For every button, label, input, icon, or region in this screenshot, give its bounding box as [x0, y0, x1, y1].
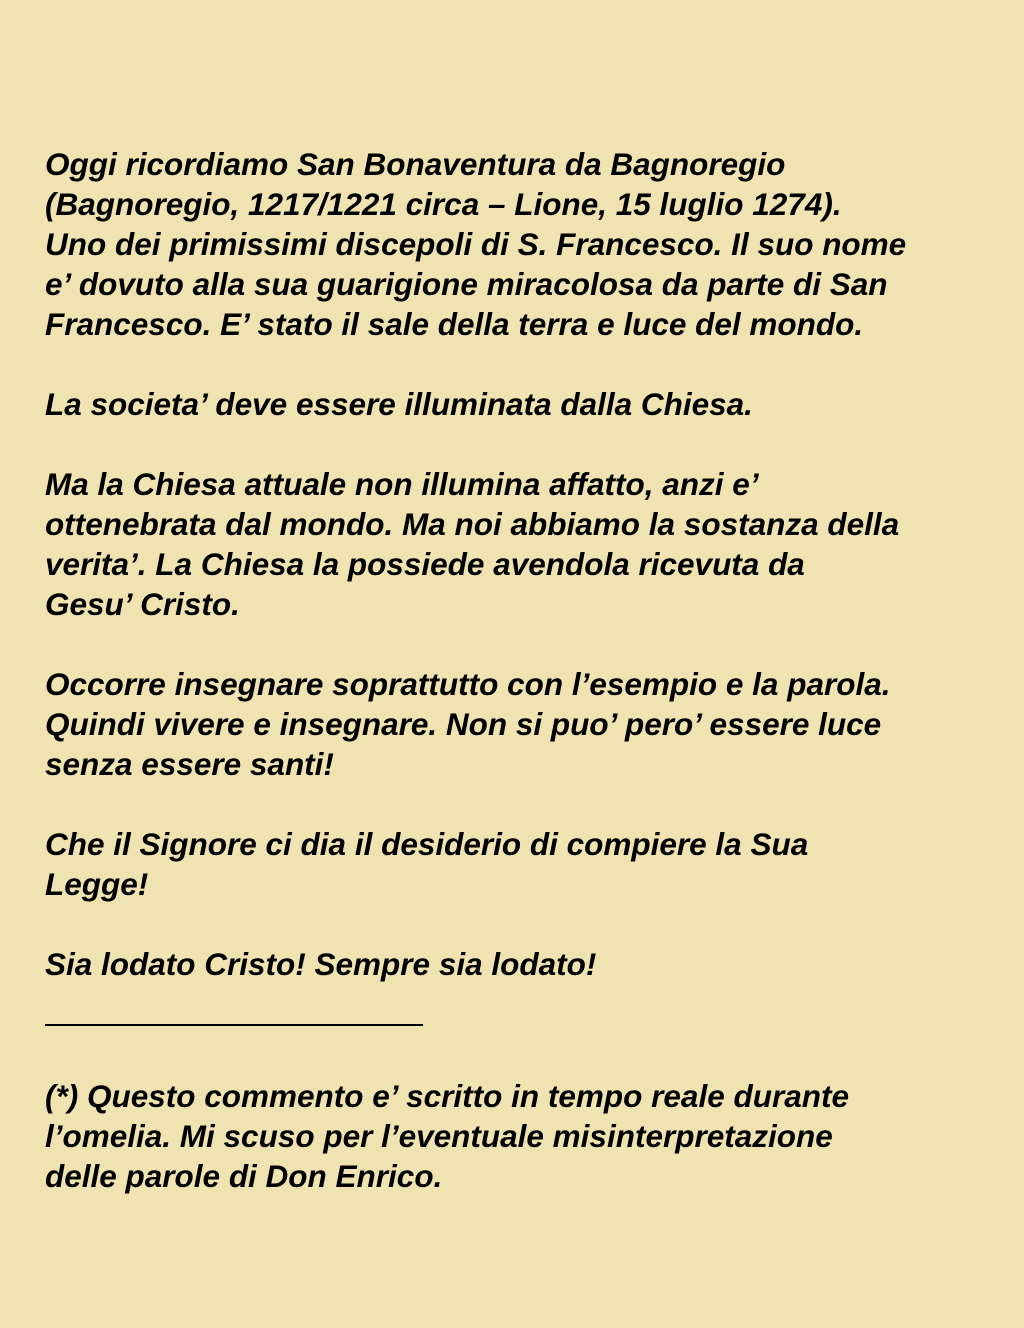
footnote — [45, 1076, 1005, 1196]
paragraph-church — [45, 464, 1005, 624]
footnote-divider — [45, 1024, 423, 1026]
text-line: e’ dovuto alla sua guarigione miracolosa da parte di San — [45, 266, 888, 302]
footnote-line: (*) Questo commento e’ scritto in tempo reale durante — [45, 1078, 849, 1114]
paragraph-prayer — [45, 824, 1005, 904]
text-line: Oggi ricordiamo San Bonaventura da Bagnoregio — [45, 146, 786, 182]
text-line: Francesco. E’ stato il sale della terra e luce del mondo. — [45, 306, 864, 342]
text-line: Quindi vivere e insegnare. Non si puo’ pero’ essere luce — [45, 706, 882, 742]
text-line: verita’. La Chiesa la possiede avendola ricevuta da — [45, 546, 805, 582]
text-line: Occorre insegnare soprattutto con l’esempio e la parola. — [45, 666, 891, 702]
text-line: (Bagnoregio, 1217/1221 circa – Lione, 15 luglio 1274). — [45, 186, 842, 222]
text-line: senza essere santi! — [45, 746, 334, 782]
text-line: Legge! — [45, 866, 149, 902]
footnote-line: l’omelia. Mi scuso per l’eventuale misinterpretazione — [45, 1118, 833, 1154]
text-line: La societa’ deve essere illuminata dalla Chiesa. — [45, 386, 753, 422]
text-line: Uno dei primissimi discepoli di S. Francesco. Il suo nome — [45, 226, 907, 262]
text-line: Ma la Chiesa attuale non illumina affatto, anzi e’ — [45, 466, 759, 502]
paragraph-intro — [45, 144, 1005, 344]
paragraph-teaching — [45, 664, 1005, 784]
document-body — [45, 144, 1005, 1196]
text-line: Sia lodato Cristo! Sempre sia lodato! — [45, 946, 597, 982]
text-line: ottenebrata dal mondo. Ma noi abbiamo la sostanza della — [45, 506, 900, 542]
paragraph-society — [45, 384, 1005, 424]
paragraph-closing — [45, 944, 1005, 984]
text-line: Che il Signore ci dia il desiderio di compiere la Sua — [45, 826, 809, 862]
text-line: Gesu’ Cristo. — [45, 586, 240, 622]
footnote-line: delle parole di Don Enrico. — [45, 1158, 443, 1194]
